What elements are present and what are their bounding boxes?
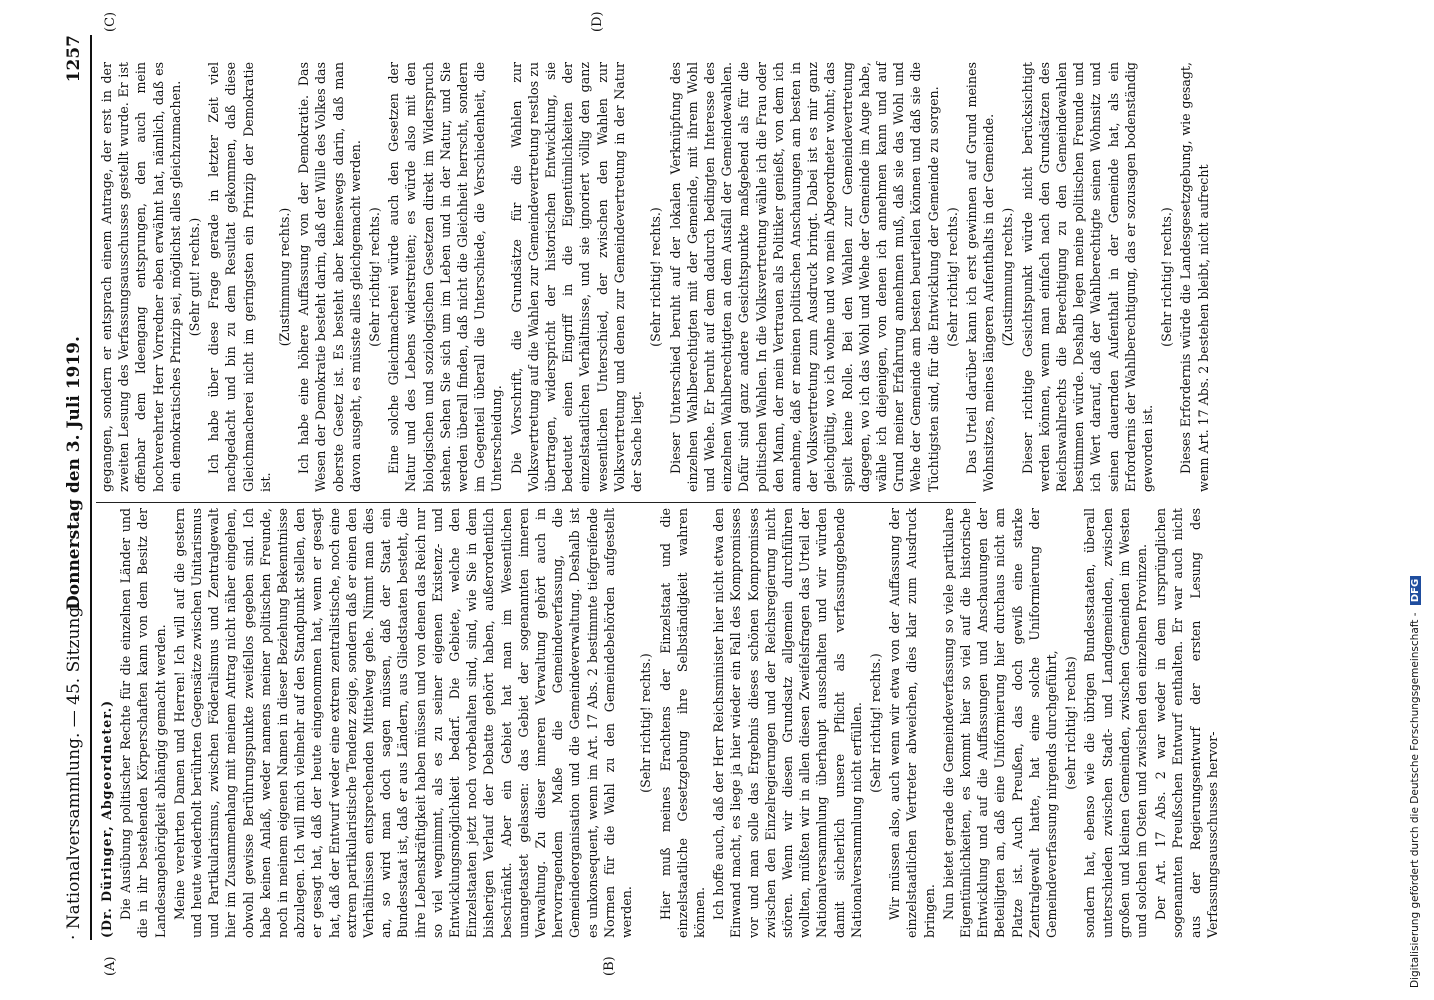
paragraph: Das Urteil darüber kann ich erst gewinnen auf Grund meines Wohnsitzes, meines längeren Aufenthalts in der Gemeinde. <box>963 62 997 492</box>
applause-note: (Zustimmung rechts.) <box>1000 207 1016 347</box>
margin-marker-b: (B) <box>602 956 617 976</box>
paragraph: Ich habe eine höhere Auffassung von der Demokratie. Das Wesen der Demokratie besteht darin, daß der Wille des Volkes das oberste Gesetz ist. Es besteht aber keineswegs darin, daß man davon ausgeht, es müsste alles gleichgemacht werden. <box>296 62 363 492</box>
paragraph: Dieser Unterschied beruht auf der lokalen Verknüpfung des einzelnen Wahlberechtigten mit der Gemeinde, mit ihrem Wohl und Wehe. Er beruht auf dem dadurch bedingten Interesse des einzelnen Wahlberechtigten an dem Ausfall der Gemeindewahlen. Dafür sind ganz andere Gesichtspunkte maßgebend als für die politischen Wahlen. In die Volksvertretung wähle ich die Frau oder den Mann, der mein Vertrauen als Politiker genießt, von dem ich annehme, daß er meinen politischen Anschauungen am besten in der Volksvertretung zum Ausdruck bringt. Dabei ist es mir ganz gleichgültig, wo ich wohne und wo mein Abgeordneter wohnt; das spielt keine Rolle. Bei den Wahlen zur Gemeindevertretung dagegen, wo ich das Wohl und Wehe der Gemeinde im Auge habe, wähle ich diejenigen, von denen ich annehmen kann und auf Grund meiner Erfahrung annehmen muß, daß sie das Wohl und Wehe der Gemeinde am besten beurteilen können und daß sie die Tüchtigsten sind, für die Entwicklung der Gemeinde zu sorgen. <box>667 62 941 492</box>
credit-text: Digitalisierung gefördert durch die Deutsche Forschungsgemeinschaft - <box>1409 609 1421 988</box>
paragraph: Die Vorschrift, die Grundsätze für die Wahlen zur Volksvertretung auf die Wahlen zur Gemeindevertretung restlos zu übertragen, widerspricht der historischen Entwicklung, sie bedeutet einen Eingriff in die Eigentümlichkeiten der einzelstaatlichen Verhältnisse, und sie ignoriert völlig den ganz wesentlichen Unterschied, der zwischen den Wahlen zur Volksvertretung und denen zur Gemeindevertretung in der Natur der Sache liegt. <box>508 62 645 492</box>
column-divider <box>96 502 976 503</box>
margin-marker-a: (A) <box>103 956 118 976</box>
applause-note: (Sehr richtig! rechts.) <box>638 653 654 793</box>
left-column <box>98 508 1220 938</box>
applause-note: (Sehr gut! rechts.) <box>187 217 203 337</box>
applause-note: (Sehr richtig! rechts.) <box>648 207 664 347</box>
applause-note: (Sehr richtig! rechts.) <box>867 653 883 793</box>
margin-marker-c: (C) <box>103 11 118 32</box>
applause-note: (Sehr richtig! rechts.) <box>1159 207 1175 347</box>
applause-note: (Zustimmung rechts.) <box>277 207 293 347</box>
paragraph: Dieser richtige Gesichtspunkt würde nicht berücksichtigt werden können, wenn man einfach nach den Grundsätzen des Reichswahlrechts die Berechtigung zu den Gemeindewahlen bestimmen würde. Deshalb legen meine politischen Freunde und ich Wert darauf, daß der Wahlberechtigte seinen Wohnsitz und seinen dauernden Aufenthalt in der Gemeinde hat, als ein Erfordernis der Wahlberechtigung, das er sozusagen bodenständig geworden ist. <box>1019 62 1155 492</box>
speaker-line: (Dr. Düringer, Abgeordneter.) <box>99 699 114 938</box>
margin-marker-d: (D) <box>590 11 605 32</box>
applause-note: (Sehr richtig! rechts.) <box>944 207 960 347</box>
paragraph: gegangen, sondern er entsprach einem Antrage, der erst in der zweiten Lesung des Verfassungsausschusses gestellt wurde. Er ist offenbar dem Ideengang entsprungen, den auch mein hochverehrter Herr Vorredner eben erwähnt hat, nämlich, daß es ein demokratisches Prinzip sei, möglichst alles gleichzumachen. <box>99 62 183 492</box>
digitization-credit <box>1409 8 1429 988</box>
paragraph: Ich habe über diese Frage gerade in letzter Zeit viel nachgedacht und bin zu dem Resultat gekommen, daß diese Gleichmacherei nicht im geringsten ein Prinzip der Demokratie ist. <box>206 62 273 492</box>
paragraph: Hier muß meines Erachtens der Einzelstaat und die einzelstaatliche Gesetzgebung ihre Selbständigkeit wahren können. <box>657 508 707 938</box>
header-date: Donnerstag den 3. Juli 1919. <box>64 336 84 610</box>
paragraph: Eine solche Gleichmacherei würde auch den Gesetzen der Natur und des Lebens widerstreiten; es würde also mit den biologischen und soziologischen Gesetzen direkt im Widerspruch stehen. Sehen Sie sich um im Leben und in der Natur, und Sie werden überall finden, daß nicht die Gleichheit herrscht, sondern im Gegenteil überall die Unterschiede, die Verschiedenheit, die Unterscheidung. <box>386 62 505 492</box>
paragraph: Meine verehrten Damen und Herren! Ich will auf die gestern und heute wiederholt berührten Gegensätze zwischen Unitarismus und Partikularismus, zwischen Föderalismus und Zentralgewalt hier im Zusammenhang mit meinem Antrag nicht näher eingehen, obwohl gewisse Berührungspunkte zweifellos gegeben sind. Ich habe keinen Anlaß, weder namens meiner politischen Freunde, noch in meinem eigenen Namen in dieser Beziehung Bekenntnisse abzulegen. Ich will mich vielmehr auf den Standpunkt stellen, den er gesagt hat, daß der heute eingenommen hat, wenn er gesagt hat, daß der Entwurf weder eine extrem zentralistische, noch eine extrem partikularistische Tendenz zeige, sondern daß er einen den Verhältnissen entsprechenden Mittelweg gehe. Nimmt man dies an, so wird man doch sagen müssen, daß der Staat ein Bundesstaat ist, daß er aus Ländern, aus Gliedstaaten besteht, die ihre Lebenskräftigkeit haben müssen und von denen das Reich nur so viel wegnimmt, als es zu seiner eigenen Existenz- und Entwicklungsmöglichkeit bedarf. Die Gebiete, welche den Einzelstaaten jetzt noch vorbehalten sind, sind, wie Sie in dem bisherigen Verlauf der Debatte gehört haben, außerordentlich beschränkt. Aber ein Gebiet hat man im Wesentlichen unangetastet gelassen: das Gebiet der sogenannten inneren Verwaltung. Zu dieser inneren Verwaltung gehört auch in hervorragendem Maße die Gemeindeverfassung, die Gemeindeorganisation und die Gemeindeverwaltung. Deshalb ist es unkonsequent, wenn im Art. 17 Abs. 2 bestimmte tiefgreifende Normen für die Wahl zu den Gemeindebehörden aufgestellt werden. <box>171 508 635 938</box>
applause-note: (Sehr richtig! rechts.) <box>367 207 383 347</box>
paragraph: Nun bietet gerade die Gemeindeverfassung so viele partikulare Eigentümlichkeiten, es kommt hier so viel auf die historische Entwicklung und auf die Auffassungen und Anschauungen der Beteiligten an, daß eine Uniformierung hier durchaus nicht am Platze ist. Auch Preußen, das doch gewiß eine starke Zentralgewalt hatte, hat eine solche Uniformierung der Gemeindeverfassung nirgends durchgeführt, <box>940 508 1059 938</box>
applause-note: (sehr richtig! rechts) <box>1063 656 1079 790</box>
page-number: 1257 <box>64 35 84 83</box>
paragraph: Wir müssen also, auch wenn wir etwa von der Auffassung der einzelstaatlichen Vertreter abweichen, dies klar zum Ausdruck bringen. <box>887 508 937 938</box>
paragraph: Dieses Erfordernis würde die Landesgesetzgebung, wie gesagt, wenn Art. 17 Abs. 2 bestehen bleibt, nicht aufrecht <box>1178 62 1211 492</box>
paragraph: Die Ausübung politischer Rechte für die einzelnen Länder und die in ihr bestehenden Körperschaften kann von dem Besitz der Landesangehörigkeit abhängig gemacht werden. <box>118 508 168 938</box>
paragraph: sondern hat, ebenso wie die übrigen Bundesstaaten, überall unterschieden zwischen Stadt- und Landgemeinden, zwischen großen und kleinen Gemeinden, zwischen Gemeinden im Westen und solchen im Osten und zwischen den einzelnen Provinzen. <box>1082 508 1149 938</box>
header-left: · Nationalversammlung. — 45. Sitzung. <box>64 601 84 940</box>
paragraph: Der Art. 17 Abs. 2 war weder in dem ursprünglichen sogenannten Preußschen Entwurf enthalten. Er war auch nicht aus der Regierungsentwurf der ersten Lesung des Verfassungsausschusses hervor- <box>1153 508 1220 938</box>
page-header <box>62 35 92 940</box>
dfg-logo: DFG <box>1410 576 1421 605</box>
right-column <box>98 62 1211 492</box>
paragraph: Ich hoffe auch, daß der Herr Reichsminister hier nicht etwa den Einwand macht, es liege ja hier wieder ein Fall des Kompromisses vor und man solle das Ergebnis dieses schönen Kompromisses zwischen den Einzelregierungen und der Reichsregierung nicht stören. Wenn wir diesen Grundsatz allgemein durchführen wollten, müßten wir in allen diesen Zweifelsfragen das Urteil der Nationalversammlung überhaupt ausschalten und wir würden damit sicherlich unsere Pflicht als verfassunggebende Nationalversammlung nicht erfüllen. <box>711 508 864 938</box>
